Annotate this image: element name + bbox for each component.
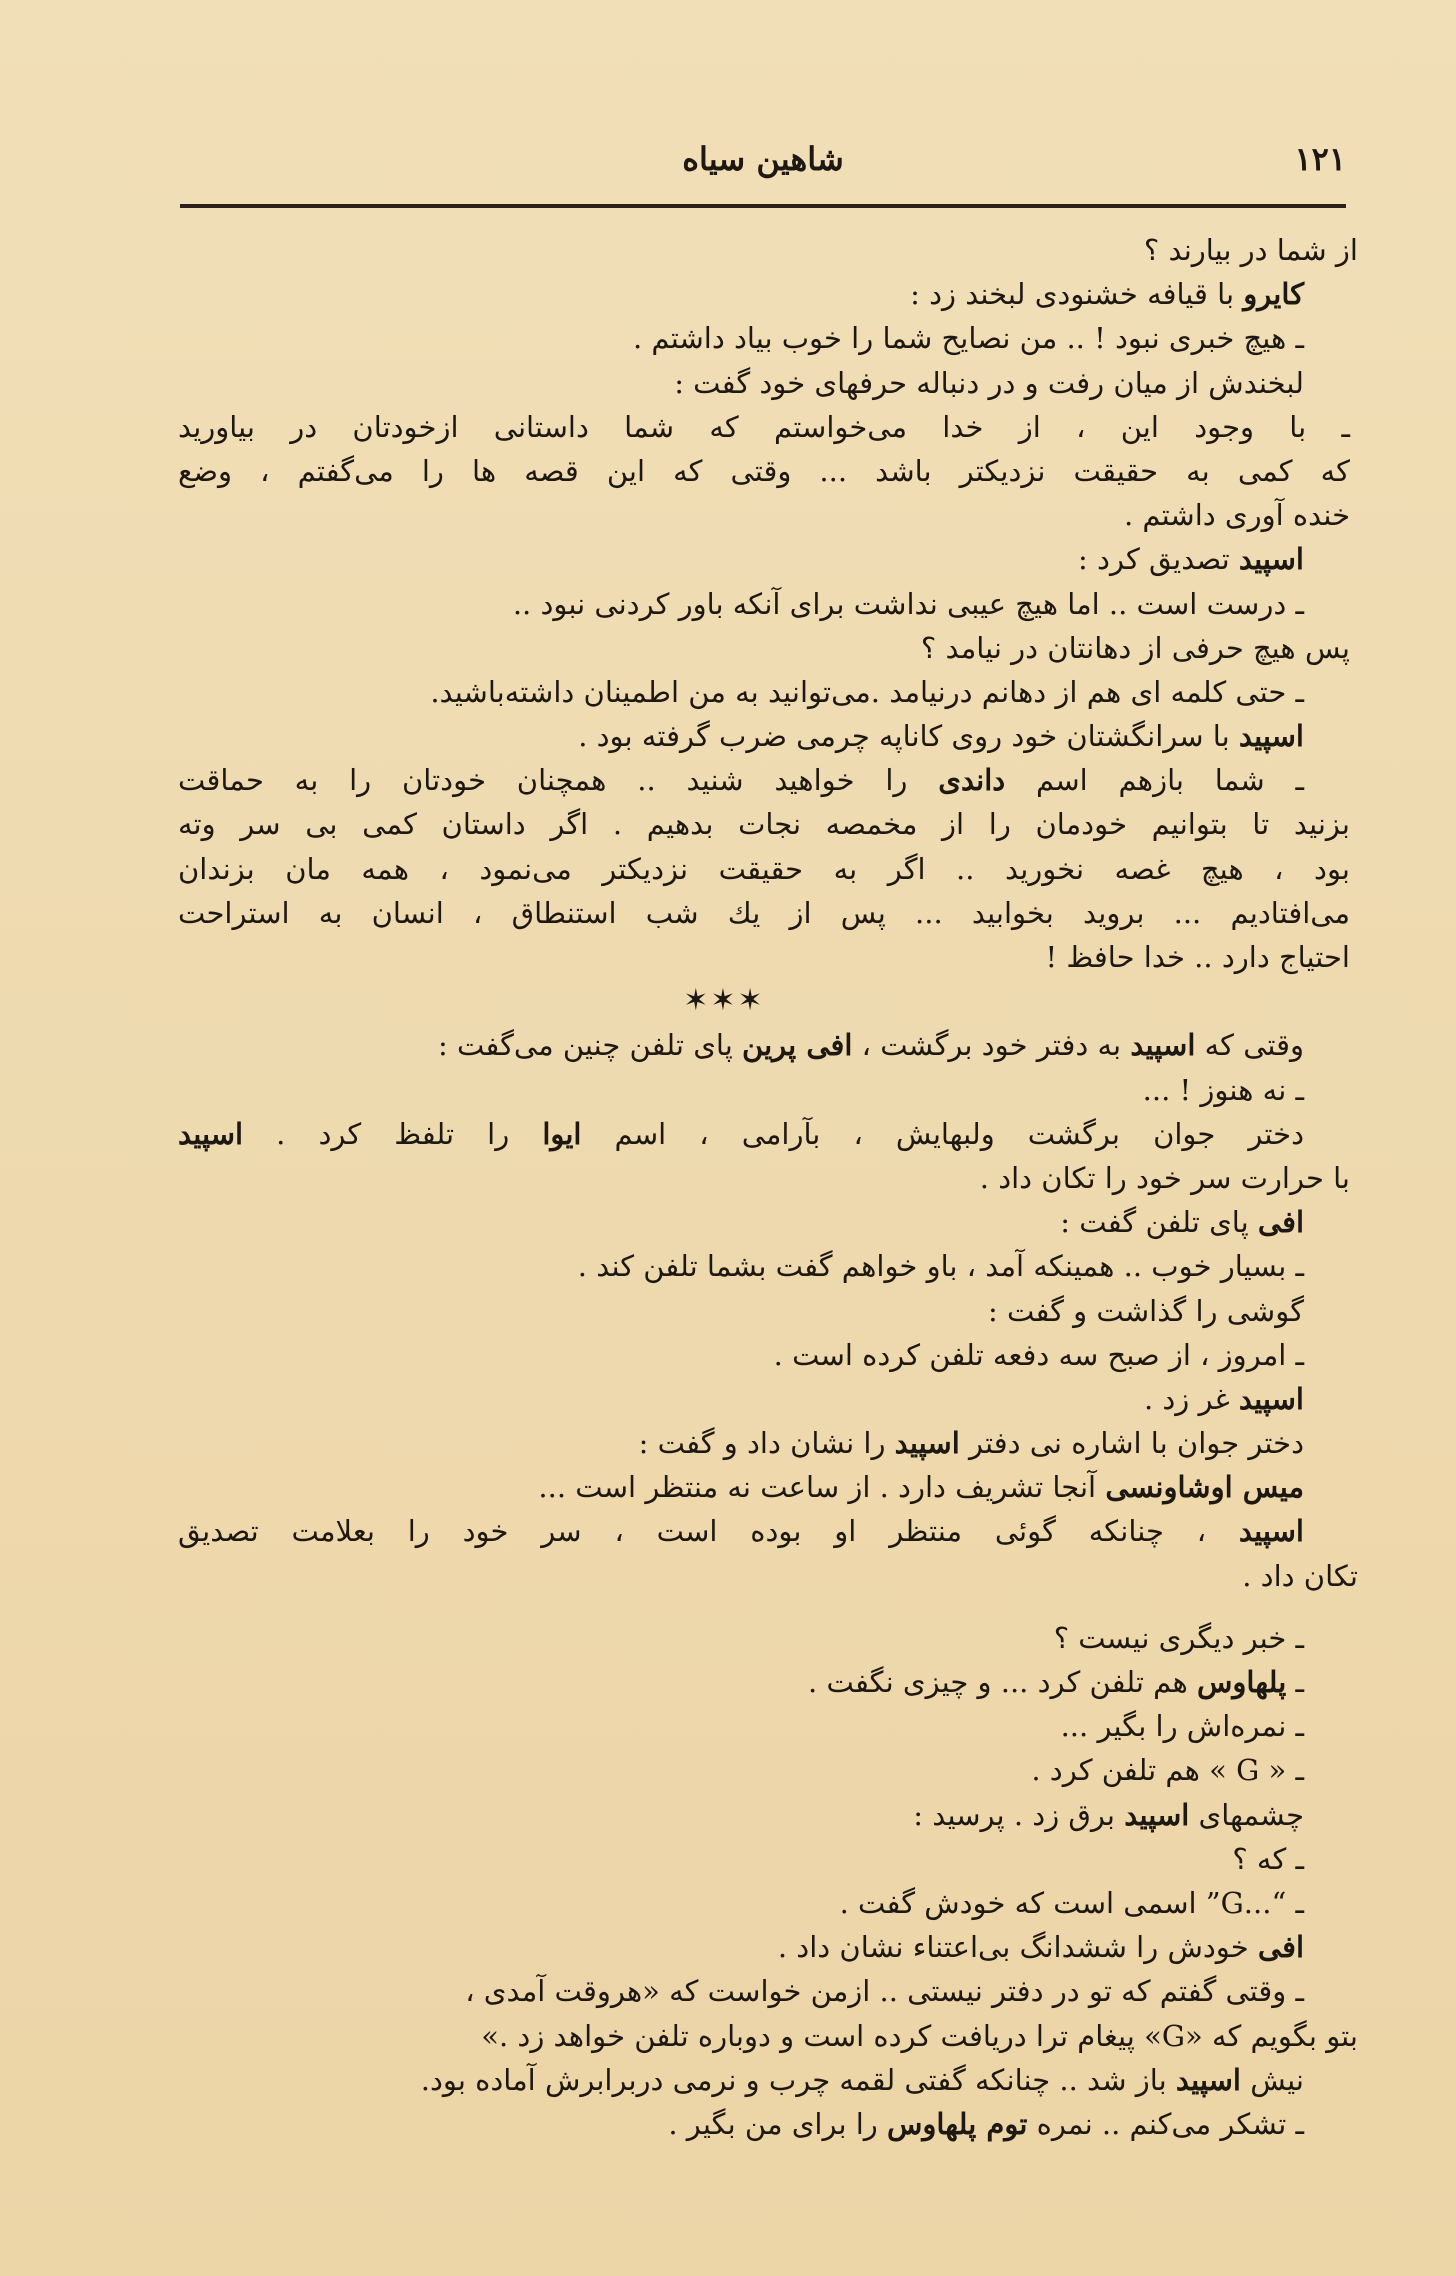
text-line: دختر جوان با اشاره نی دفتر اسپید را نشان داد و گفت :	[638, 1426, 1304, 1461]
text-line: ـ که ؟	[1232, 1841, 1304, 1876]
text-block-1	[178, 228, 1358, 979]
section-separator	[178, 979, 1350, 1023]
text-line: می‌افتادیم ... بروید بخوابید ... پس از یك شب استنطاق ، انسان به استراحت	[178, 895, 1350, 930]
page-number: ۱۲۱	[1294, 140, 1346, 178]
text-line: افی خودش را ششدانگ بی‌اعتناء نشان داد .	[777, 1930, 1304, 1965]
text-line: اسپید غر زد .	[1143, 1381, 1304, 1416]
running-title: شاهین سیاه	[682, 140, 844, 178]
text-line: خنده آوری داشتم .	[1123, 498, 1350, 533]
text-line: تکان داد .	[1242, 1558, 1358, 1593]
text-line: چشمهای اسپید برق زد . پرسید :	[913, 1797, 1304, 1832]
text-line: نیش اسپید باز شد .. چنانکه گفتی لقمه چرب و نرمی دربرابرش آماده بود.	[420, 2062, 1304, 2097]
text-line: پس هیچ حرفی از دهانتان در نیامد ؟	[920, 630, 1350, 665]
text-line: ـ نه هنوز ! ...	[1142, 1072, 1304, 1107]
text-line: دختر جوان برگشت ولبهایش ، بآرامی ، اسم ایوا را تلفظ کرد . اسپید	[178, 1116, 1304, 1151]
text-line: لبخندش از میان رفت و در دنباله حرفهای خود گفت :	[674, 365, 1304, 400]
text-line: ـ هیچ خبری نبود ! .. من نصایح شما را خوب بیاد داشتم .	[632, 321, 1304, 356]
text-line: اسپید ، چنانکه گوئی منتظر او بوده است ، سر خود را بعلامت تصدیق	[178, 1514, 1304, 1549]
page-header	[180, 140, 1346, 196]
header-rule	[180, 204, 1346, 208]
text-line: میس اوشاونسی آنجا تشریف دارد . از ساعت نه منتظر است ...	[538, 1470, 1304, 1505]
text-line: بتو بگویم که «G» پیغام ترا دریافت کرده است و دوباره تلفن خواهد زد .»	[481, 2018, 1358, 2053]
text-line: بزنید تا بتوانیم خودمان را از مخمصه نجات بدهیم . اگر داستان کمی بی سر وته	[178, 807, 1350, 842]
text-line: ـ « G » هم تلفن کرد .	[1031, 1753, 1304, 1788]
text-line: ـ درست است .. اما هیچ عیبی نداشت برای آنکه باور کردنی نبود ..	[512, 586, 1304, 621]
text-line: ـ پلهاوس هم تلفن کرد ... و چیزی نگفت .	[808, 1665, 1304, 1699]
text-line: ـ بسیار خوب .. همینکه آمد ، باو خواهم گفت بشما تلفن کند .	[577, 1249, 1304, 1284]
text-line: ـ امروز ، از صبح سه دفعه تلفن کرده است .	[773, 1337, 1304, 1372]
text-line: ـ خبر دیگری نیست ؟	[1053, 1620, 1304, 1655]
text-line: که کمی به حقیقت نزدیکتر باشد ... وقتی که این قصه ها را می‌گفتم ، وضع	[178, 453, 1350, 488]
text-line: وقتی که اسپید به دفتر خود برگشت ، افی پرین پای تلفن چنین می‌گفت :	[437, 1028, 1304, 1063]
text-line: احتیاج دارد .. خدا حافظ !	[1045, 940, 1350, 974]
text-line: ـ وقتی گفتم که تو در دفتر نیستی .. ازمن خواست که «هروقت آمدی ،	[465, 1974, 1304, 2009]
text-line: بود ، هیچ غصه نخورید .. اگر به حقیقت نزدیکتر می‌نمود ، همه مان بزندان	[178, 851, 1350, 886]
text-line: از شما در بیارند ؟	[1143, 233, 1358, 267]
text-line: ـ تشکر می‌کنم .. نمره توم پلهاوس را برای من بگیر .	[668, 2106, 1304, 2141]
text-line: با حرارت سر خود را تکان داد .	[979, 1160, 1350, 1195]
text-line: اسپید تصدیق کرد :	[1078, 542, 1304, 577]
text-line: ـ شما بازهم اسم داندی را خواهید شنید .. همچنان خودتان را به حماقت	[178, 763, 1305, 798]
text-line: ـ حتی کلمه ای هم از دهانم درنیامد .می‌توانید به من اطمینان داشته‌باشید.	[430, 674, 1304, 709]
text-line: ـ با وجود این ، از خدا می‌خواستم که شما داستانی ازخودتان در بیاورید	[178, 409, 1350, 444]
text-block-2	[178, 1023, 1358, 2146]
text-line: گوشی را گذاشت و گفت :	[988, 1293, 1304, 1328]
text-line: اسپید با سرانگشتان خود روی کاناپه چرمی ضرب گرفته بود .	[578, 719, 1304, 754]
separator-stars: ✶✶✶	[683, 983, 765, 1019]
page-body	[178, 228, 1358, 2146]
text-line: کایرو با قیافه خشنودی لبخند زد :	[910, 277, 1304, 312]
text-line: ـ “...G” اسمی است که خودش گفت .	[839, 1885, 1304, 1920]
text-line: ـ نمره‌اش را بگیر ...	[1060, 1709, 1304, 1744]
text-line: افی پای تلفن گفت :	[1060, 1205, 1304, 1240]
